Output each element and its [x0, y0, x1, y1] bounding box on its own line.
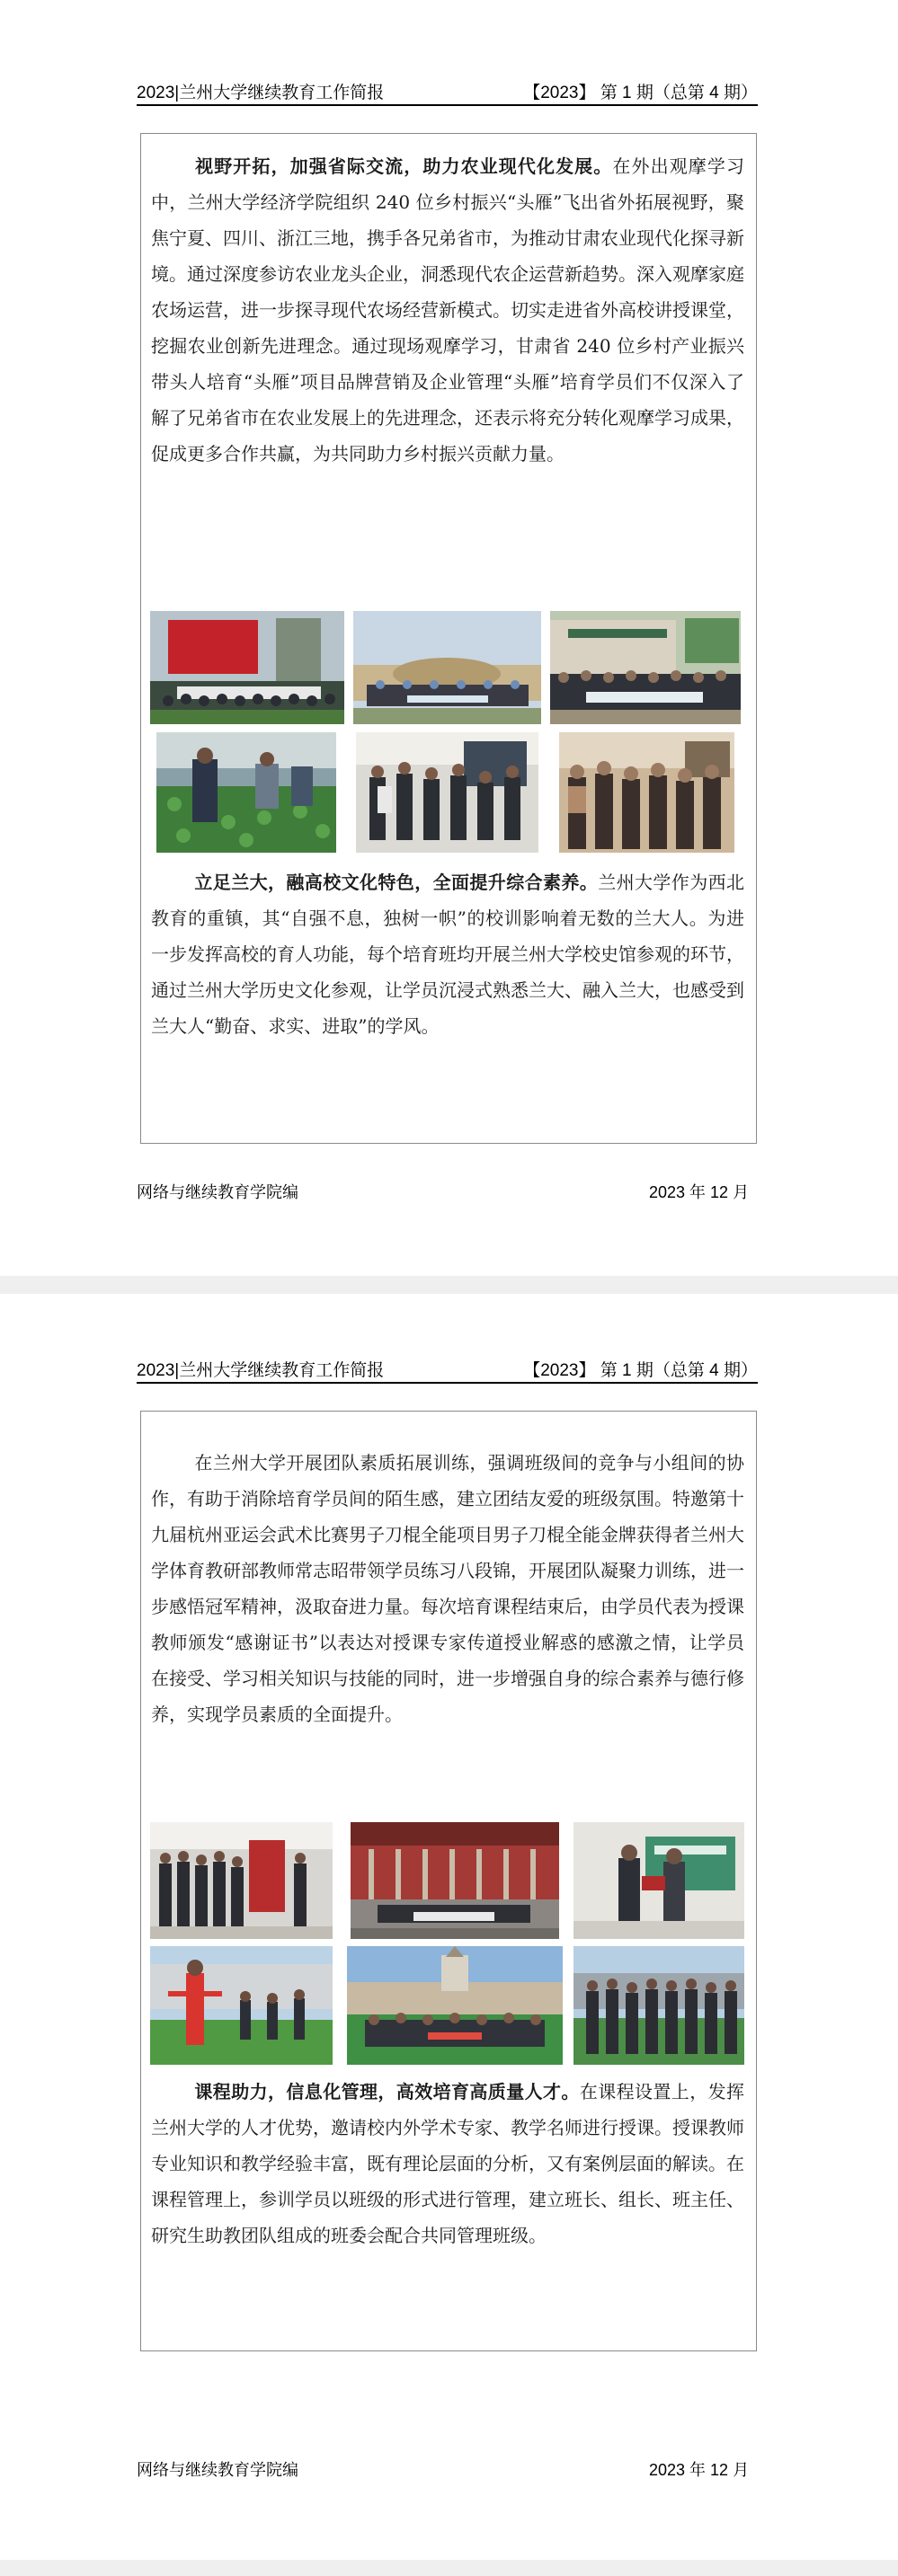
paragraph-team-training [151, 1445, 744, 1732]
paragraph-course-management [151, 2074, 744, 2253]
header-title: 2023|兰州大学继续教育工作简报 [137, 84, 385, 102]
header-issue: 【2023】 第 1 期（总第 4 期） [523, 84, 758, 102]
photo-sports-field-group [573, 1946, 744, 2065]
photo-campus-gate-group [351, 1822, 559, 1939]
photo-certificate-presentation [573, 1822, 744, 1939]
paragraph-lead: 视野开拓，加强省际交流，助力农业现代化发展。 [194, 155, 613, 177]
paragraph-body: 在课程设置上，发挥兰州大学的人才优势，邀请校内外学术专家、教学名师进行授课。授课教师专业知识和教学经验丰富，既有理论层面的分析，又有案例层面的解读。在课程管理上，参训学员以班级的形式进行管理，建立班长、组长、班主任、研究生助教团队组成的班委会配合共同管理班级。 [151, 2081, 745, 2246]
footer-date: 2023 年 12 月 [649, 2461, 750, 2479]
footer-publisher: 网络与继续教育学院编 [137, 2461, 298, 2479]
page-header [137, 1355, 758, 1384]
paragraph-body: 在外出观摩学习中，兰州大学经济学院组织 240 位乡村振兴“头雁”飞出省外拓展视野，聚焦宁夏、四川、浙江三地，携手各兄弟省市，为推动甘肃农业现代化探寻新境。通过深度参访农业龙头企业，洞悉现代农企运营新趋势。深入观摩家庭农场运营，进一步探寻现代农场经营新模式。切实走进省外高校讲授课堂，挖掘农业创新先进理念。通过现场观摩学习，甘肃省 240 位乡村产业振兴带头人培育“头雁”项目品牌营销及企业管理“头雁”培育学员们不仅深入了解了兄弟省市在农业发展上的先进理念，还表示将充分转化观摩学习成果，促成更多合作共赢，为共同助力乡村振兴贡献力量。 [151, 155, 745, 465]
photo-greenhouse-seedlings [156, 732, 336, 853]
page-2 [0, 1294, 898, 2560]
photo-playground-group [347, 1946, 563, 2065]
photo-group-company-sign [550, 611, 741, 724]
paragraph-body: 兰州大学作为西北教育的重镇，其“自强不息，独树一帜”的校训影响着无数的兰大人。为进一步发挥高校的育人功能，每个培育班均开展兰州大学校史馆参观的环节，通过兰州大学历史文化参观，让学员沉浸式熟悉兰大、融入兰大，也感受到兰大人“勤奋、求实、进取”的学风。 [151, 872, 745, 1037]
paragraph-body: 在兰州大学开展团队素质拓展训练，强调班级间的竞争与小组间的协作，有助于消除培育学员间的陌生感，建立团结友爱的班级氛围。特邀第十九届杭州亚运会武术比赛男子刀棍全能项目男子刀棍全能金牌获得者兰州大学体育教研部教师常志昭带领学员练习八段锦，开展团队凝聚力训练，进一步感悟冠军精神，汲取奋进力量。每次培育课程结束后，由学员代表为授课教师颁发“感谢证书”以表达对授课专家传道授业解惑的感激之情，让学员在接受、学习相关知识与技能的同时，进一步增强自身的综合素养与德行修养，实现学员素质的全面提升。 [151, 1452, 744, 1725]
page-header [137, 77, 758, 106]
header-title: 2023|兰州大学继续教育工作简报 [137, 1361, 385, 1380]
header-issue: 【2023】 第 1 期（总第 4 期） [523, 1361, 758, 1380]
page-1 [0, 0, 898, 1276]
photo-group-outdoor-garden [353, 611, 541, 724]
photo-agri-center-banner [150, 611, 344, 724]
paragraph-lead: 立足兰大，融高校文化特色，全面提升综合素养。 [194, 872, 599, 893]
photo-hall-visit [356, 732, 538, 853]
footer-publisher: 网络与继续教育学院编 [137, 1183, 298, 1201]
paragraph-campus-culture [151, 864, 744, 1044]
photo-museum-tour [150, 1822, 333, 1939]
photo-factory-visit [559, 732, 734, 853]
photo-baduanjin-practice [150, 1946, 333, 2065]
footer-date: 2023 年 12 月 [649, 1183, 750, 1201]
paragraph-lead: 课程助力，信息化管理，高效培育高质量人才。 [194, 2081, 580, 2102]
paragraph-visit [151, 148, 744, 472]
